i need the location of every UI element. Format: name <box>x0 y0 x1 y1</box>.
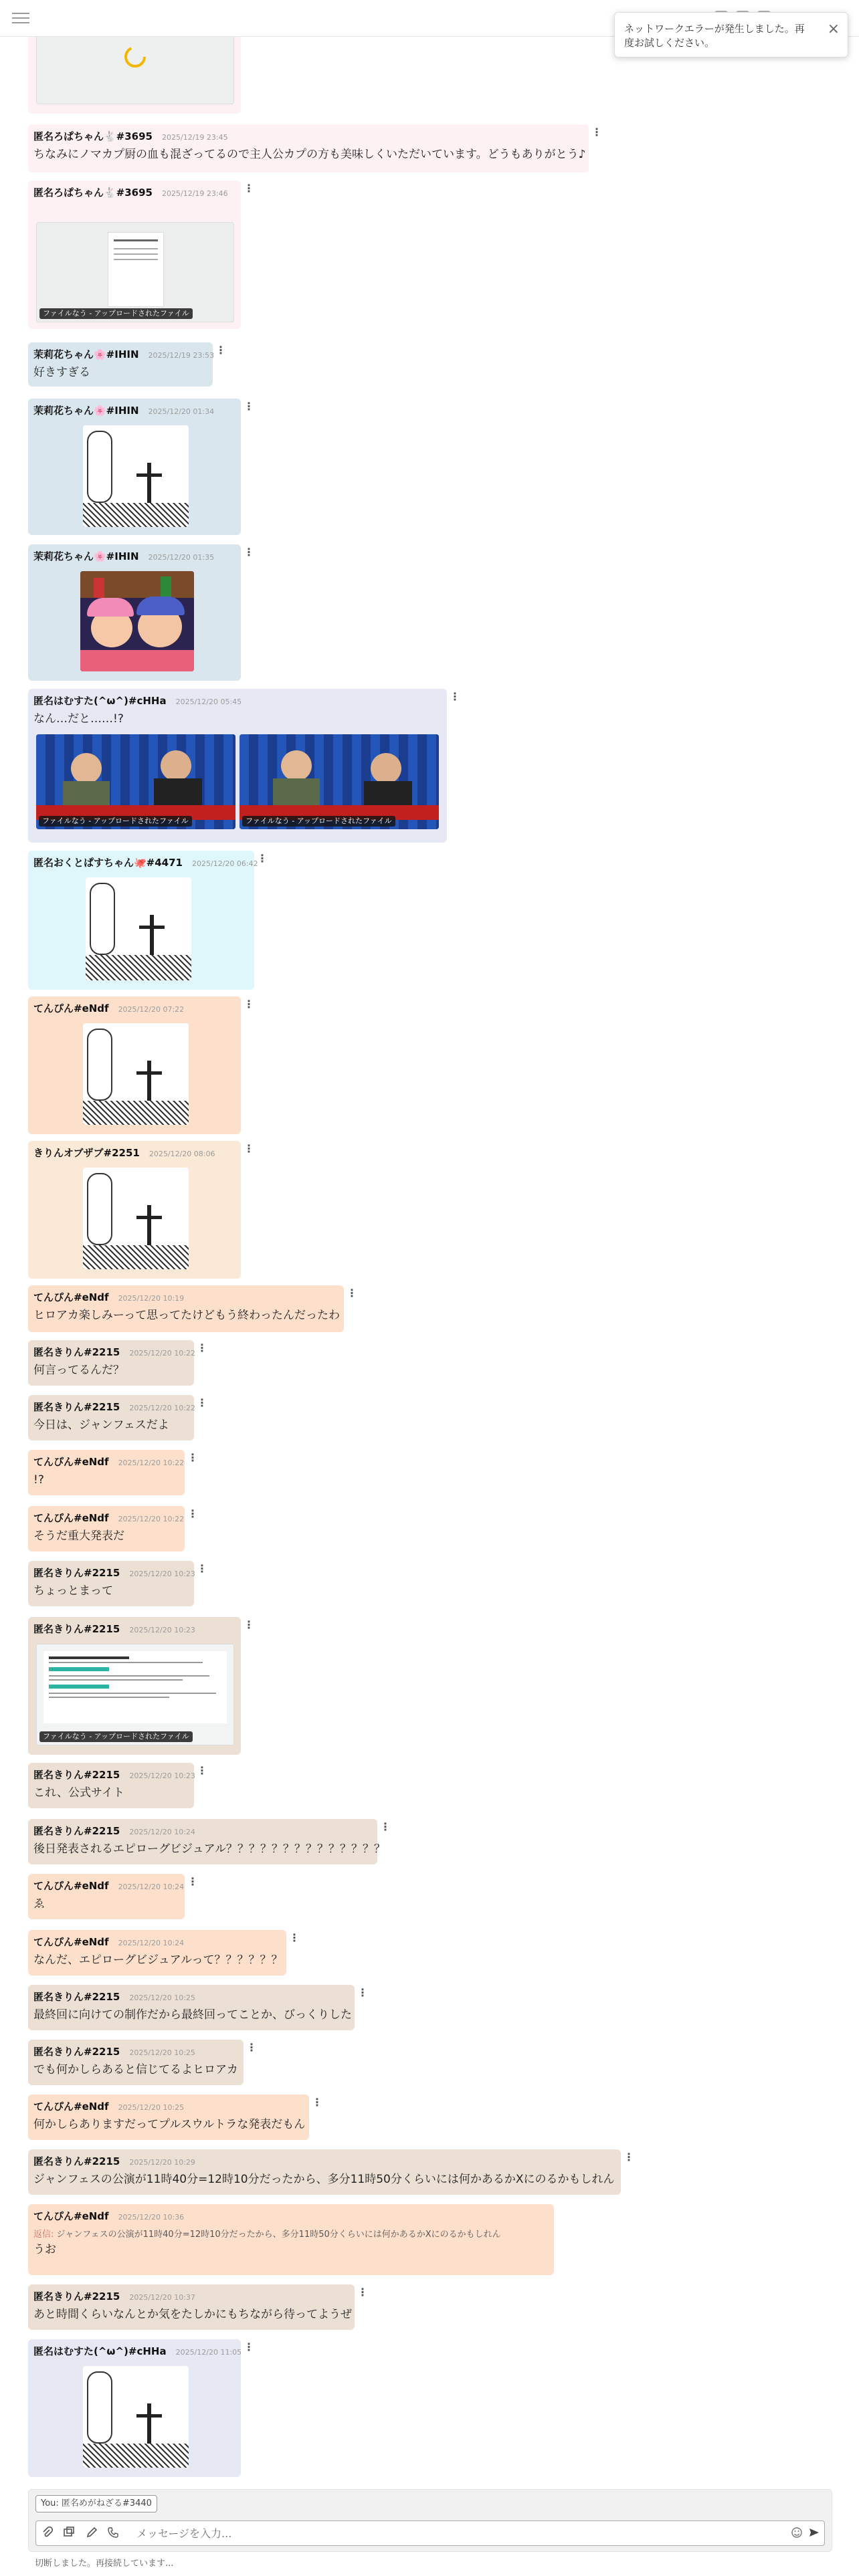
smile-icon[interactable] <box>791 2527 803 2539</box>
image-upload-icon[interactable] <box>63 2527 75 2539</box>
timestamp: 2025/12/20 10:25 <box>118 2103 185 2112</box>
message-text: ジャンフェスの公演が11時40分=12時10分だったから、多分11時50分くらいには何かあるかXにのるかもしれん <box>33 2173 615 2186</box>
timestamp: 2025/12/20 06:42 <box>192 859 258 868</box>
toast-message: ネットワークエラーが発生しました。再度お試しください。 <box>624 23 805 49</box>
author-name: てんぴん#eNdf <box>33 1456 109 1468</box>
author-name: 茉莉花ちゃん🌸#IHIN <box>33 348 139 360</box>
message-text: あと時間くらいなんとか気をたしかにもちながら待ってようぜ <box>33 2308 352 2321</box>
more-options-icon[interactable]: ⋮ <box>197 1341 207 1354</box>
author-name: 匿名きりん#2215 <box>33 2290 120 2302</box>
message-text: 後日発表されるエピローグビジュアル？？？？？？？？？？？？？？ <box>33 1842 385 1856</box>
manga-image[interactable] <box>86 877 191 980</box>
message <box>28 2284 355 2330</box>
message-text: これ、公式サイト <box>33 1786 124 1800</box>
message <box>28 1141 241 1279</box>
message <box>28 1930 286 1975</box>
pen-icon[interactable] <box>86 2527 98 2539</box>
message-text: そうだ重大発表だ <box>33 1529 124 1543</box>
author-name: 匿名きりん#2215 <box>33 1991 120 2003</box>
author-name: てんぴん#eNdf <box>33 1936 109 1948</box>
message <box>28 1561 194 1606</box>
message-text: なん…だと……!? <box>33 712 124 726</box>
message <box>28 1506 185 1551</box>
more-options-icon[interactable]: ⋮ <box>197 1764 207 1777</box>
author-name: てんぴん#eNdf <box>33 2210 109 2222</box>
file-caption: ファイルなう - アップロードされたファイル <box>39 308 193 319</box>
more-options-icon[interactable]: ⋮ <box>187 1451 198 1464</box>
message <box>28 1395 194 1440</box>
hamburger-icon[interactable] <box>12 9 29 25</box>
timestamp: 2025/12/20 01:35 <box>148 553 215 562</box>
message-text: !? <box>33 1473 44 1487</box>
file-caption: ファイルなう - アップロードされたファイル <box>242 816 395 827</box>
timestamp: 2025/12/20 11:05 <box>175 2348 242 2357</box>
author-name: 匿名ろぱちゃん🐇#3695 <box>33 130 153 142</box>
author-name: 匿名きりん#2215 <box>33 1825 120 1837</box>
message-text: ちょっとまって <box>33 1584 113 1598</box>
timestamp: 2025/12/20 10:29 <box>129 2158 195 2167</box>
more-options-icon[interactable]: ⋮ <box>244 998 254 1010</box>
message <box>28 544 241 681</box>
timestamp: 2025/12/20 10:37 <box>129 2293 195 2302</box>
connection-status: 切断しました。再接続しています... <box>35 2559 174 2569</box>
timestamp: 2025/12/20 10:23 <box>129 1772 195 1780</box>
message <box>28 1450 185 1495</box>
reply-text: ジャンフェスの公演が11時40分=12時10分だったから、多分11時50分くらいには何かあるかXにのるかもしれん <box>56 2230 501 2240</box>
timestamp: 2025/12/20 01:34 <box>148 407 215 416</box>
more-options-icon[interactable]: ⋮ <box>187 1507 198 1520</box>
message-text: 何かしらありますだってプルスウルトラな発表だもん <box>33 2118 306 2131</box>
author-name: きりんオブザブ#2251 <box>33 1147 140 1159</box>
message <box>28 2204 554 2275</box>
author-name: 匿名きりん#2215 <box>33 1346 120 1358</box>
message <box>28 1763 194 1808</box>
more-options-icon[interactable]: ⋮ <box>244 2341 254 2353</box>
file-attachment[interactable] <box>36 222 234 322</box>
author-name: 匿名きりん#2215 <box>33 2046 120 2058</box>
close-icon[interactable]: × <box>827 21 840 37</box>
timestamp: 2025/12/19 23:46 <box>162 189 228 198</box>
message-text: でも何かしらあると信じてるよヒロアカ <box>33 2063 238 2076</box>
author-name: 匿名きりん#2215 <box>33 2155 120 2167</box>
error-toast <box>614 12 848 58</box>
file-caption: ファイルなう - アップロードされたファイル <box>39 816 192 827</box>
message-text: 好きすぎる <box>33 366 90 379</box>
message-text: 何言ってるんだ？ <box>33 1364 124 1377</box>
timestamp: 2025/12/20 10:25 <box>129 2048 195 2057</box>
timestamp: 2025/12/20 10:24 <box>118 1883 185 1891</box>
timestamp: 2025/12/20 10:22 <box>118 1459 185 1467</box>
manga-image[interactable] <box>83 2366 189 2468</box>
more-options-icon[interactable]: ⋮ <box>289 1931 300 1944</box>
document-thumbnail <box>108 232 164 307</box>
timestamp: 2025/12/19 23:45 <box>162 133 228 142</box>
video-frame-image[interactable] <box>240 734 439 829</box>
more-options-icon[interactable]: ⋮ <box>347 1287 357 1299</box>
message <box>28 342 213 387</box>
timestamp: 2025/12/20 10:36 <box>118 2213 185 2222</box>
timestamp: 2025/12/20 10:19 <box>118 1294 185 1303</box>
more-options-icon[interactable]: ⋮ <box>591 126 602 138</box>
file-attachment[interactable] <box>36 1644 234 1745</box>
message-text: なんだ、エピローグビジュアルって？？？？？？ <box>33 1953 283 1967</box>
loading-spinner-icon <box>122 43 149 70</box>
timestamp: 2025/12/20 10:22 <box>129 1404 195 1412</box>
message <box>28 1819 385 1864</box>
author-name: 匿名はむすた(^ω^)#cHHa <box>33 695 167 707</box>
message <box>28 1985 355 2030</box>
timestamp: 2025/12/20 07:22 <box>118 1005 185 1014</box>
website-screenshot <box>43 1651 227 1723</box>
more-options-icon[interactable]: ⋮ <box>246 2041 257 2054</box>
manga-image[interactable] <box>83 425 189 527</box>
more-options-icon[interactable]: ⋮ <box>257 852 268 865</box>
message <box>28 996 241 1134</box>
timestamp: 2025/12/20 10:24 <box>118 1939 185 1947</box>
message <box>28 2339 241 2477</box>
send-icon[interactable] <box>808 2527 820 2539</box>
more-options-icon[interactable]: ⋮ <box>450 690 460 703</box>
author-name: 茉莉花ちゃん🌸#IHIN <box>33 550 139 562</box>
message <box>28 1617 241 1755</box>
timestamp: 2025/12/20 05:45 <box>175 697 242 706</box>
more-options-icon[interactable]: ⋮ <box>244 1618 254 1631</box>
more-options-icon[interactable]: ⋮ <box>380 1820 391 1833</box>
message <box>28 1340 194 1386</box>
author-name: 匿名きりん#2215 <box>33 1769 120 1781</box>
message-text: ちなみにノマカプ厨の血も混ざってるので主人公カプの方も美味しくいただいています。どうもありがとう♪ <box>33 148 586 161</box>
message-input[interactable] <box>135 2524 793 2543</box>
more-options-icon[interactable]: ⋮ <box>187 1875 198 1888</box>
message-text: ヒロアカ楽しみーって思ってたけどもう終わったんだったわ <box>33 1309 340 1322</box>
timestamp: 2025/12/20 10:25 <box>129 1994 195 2002</box>
message <box>28 2040 244 2085</box>
timestamp: 2025/12/20 08:06 <box>149 1150 215 1158</box>
author-name: 匿名きりん#2215 <box>33 1567 120 1579</box>
author-name: 匿名きりん#2215 <box>33 1401 120 1413</box>
more-options-icon[interactable]: ⋮ <box>357 1986 368 1999</box>
voice-call-icon[interactable] <box>107 2527 119 2539</box>
paperclip-icon[interactable] <box>41 2527 54 2539</box>
more-options-icon[interactable]: ⋮ <box>244 546 254 558</box>
manga-image[interactable] <box>83 1168 189 1269</box>
message-text: うお <box>33 2243 56 2256</box>
author-name: 匿名はむすた(^ω^)#cHHa <box>33 2345 167 2357</box>
message-text: 最終回に向けての制作だから最終回ってことか、びっくりした <box>33 2008 352 2022</box>
author-name: 匿名ろぱちゃん🐇#3695 <box>33 187 153 199</box>
message <box>28 1285 344 1332</box>
username-chip[interactable]: You: 匿名めがねざる#3440 <box>35 2495 157 2512</box>
message <box>28 399 241 535</box>
more-options-icon[interactable]: ⋮ <box>215 344 226 356</box>
message-text: ゑ <box>33 1897 45 1911</box>
message <box>28 2149 621 2195</box>
video-frame-image[interactable] <box>36 734 235 829</box>
file-caption: ファイルなう - アップロードされたファイル <box>39 1731 193 1742</box>
author-name: てんぴん#eNdf <box>33 1512 109 1524</box>
timestamp: 2025/12/20 10:22 <box>118 1515 185 1523</box>
manga-image[interactable] <box>83 1023 189 1125</box>
author-name: てんぴん#eNdf <box>33 1880 109 1892</box>
author-name: 茉莉花ちゃん🌸#IHIN <box>33 405 139 417</box>
message-composer <box>28 2489 832 2552</box>
timestamp: 2025/12/20 10:23 <box>129 1626 195 1634</box>
author-name: てんぴん#eNdf <box>33 2101 109 2113</box>
message <box>28 851 258 990</box>
more-options-icon[interactable]: ⋮ <box>197 1396 207 1409</box>
more-options-icon[interactable]: ⋮ <box>312 2096 322 2109</box>
timestamp: 2025/12/19 23:53 <box>148 351 215 360</box>
message <box>28 2095 309 2140</box>
author-name: てんぴん#eNdf <box>33 1291 109 1303</box>
message <box>28 124 589 173</box>
reply-label: 返信: <box>33 2230 54 2240</box>
more-options-icon[interactable]: ⋮ <box>244 182 254 195</box>
message <box>28 689 447 843</box>
timestamp: 2025/12/20 10:23 <box>129 1570 195 1578</box>
message-input-bar <box>35 2520 825 2546</box>
more-options-icon[interactable]: ⋮ <box>357 2286 368 2298</box>
more-options-icon[interactable]: ⋮ <box>244 400 254 413</box>
author-name: 匿名きりん#2215 <box>33 1623 120 1635</box>
message <box>28 181 241 329</box>
timestamp: 2025/12/20 10:24 <box>129 1828 195 1836</box>
anime-image[interactable] <box>80 571 194 671</box>
more-options-icon[interactable]: ⋮ <box>244 1142 254 1155</box>
author-name: てんぴん#eNdf <box>33 1002 109 1014</box>
timestamp: 2025/12/20 10:22 <box>129 1349 195 1358</box>
more-options-icon[interactable]: ⋮ <box>624 2151 634 2163</box>
more-options-icon[interactable]: ⋮ <box>197 1562 207 1575</box>
message <box>28 1874 185 1919</box>
reply-quote[interactable] <box>33 2227 549 2240</box>
message-text: 今日は、ジャンフェスだよ <box>33 1418 169 1432</box>
author-name: 匿名おくとぱすちゃん🐙#4471 <box>33 857 183 869</box>
